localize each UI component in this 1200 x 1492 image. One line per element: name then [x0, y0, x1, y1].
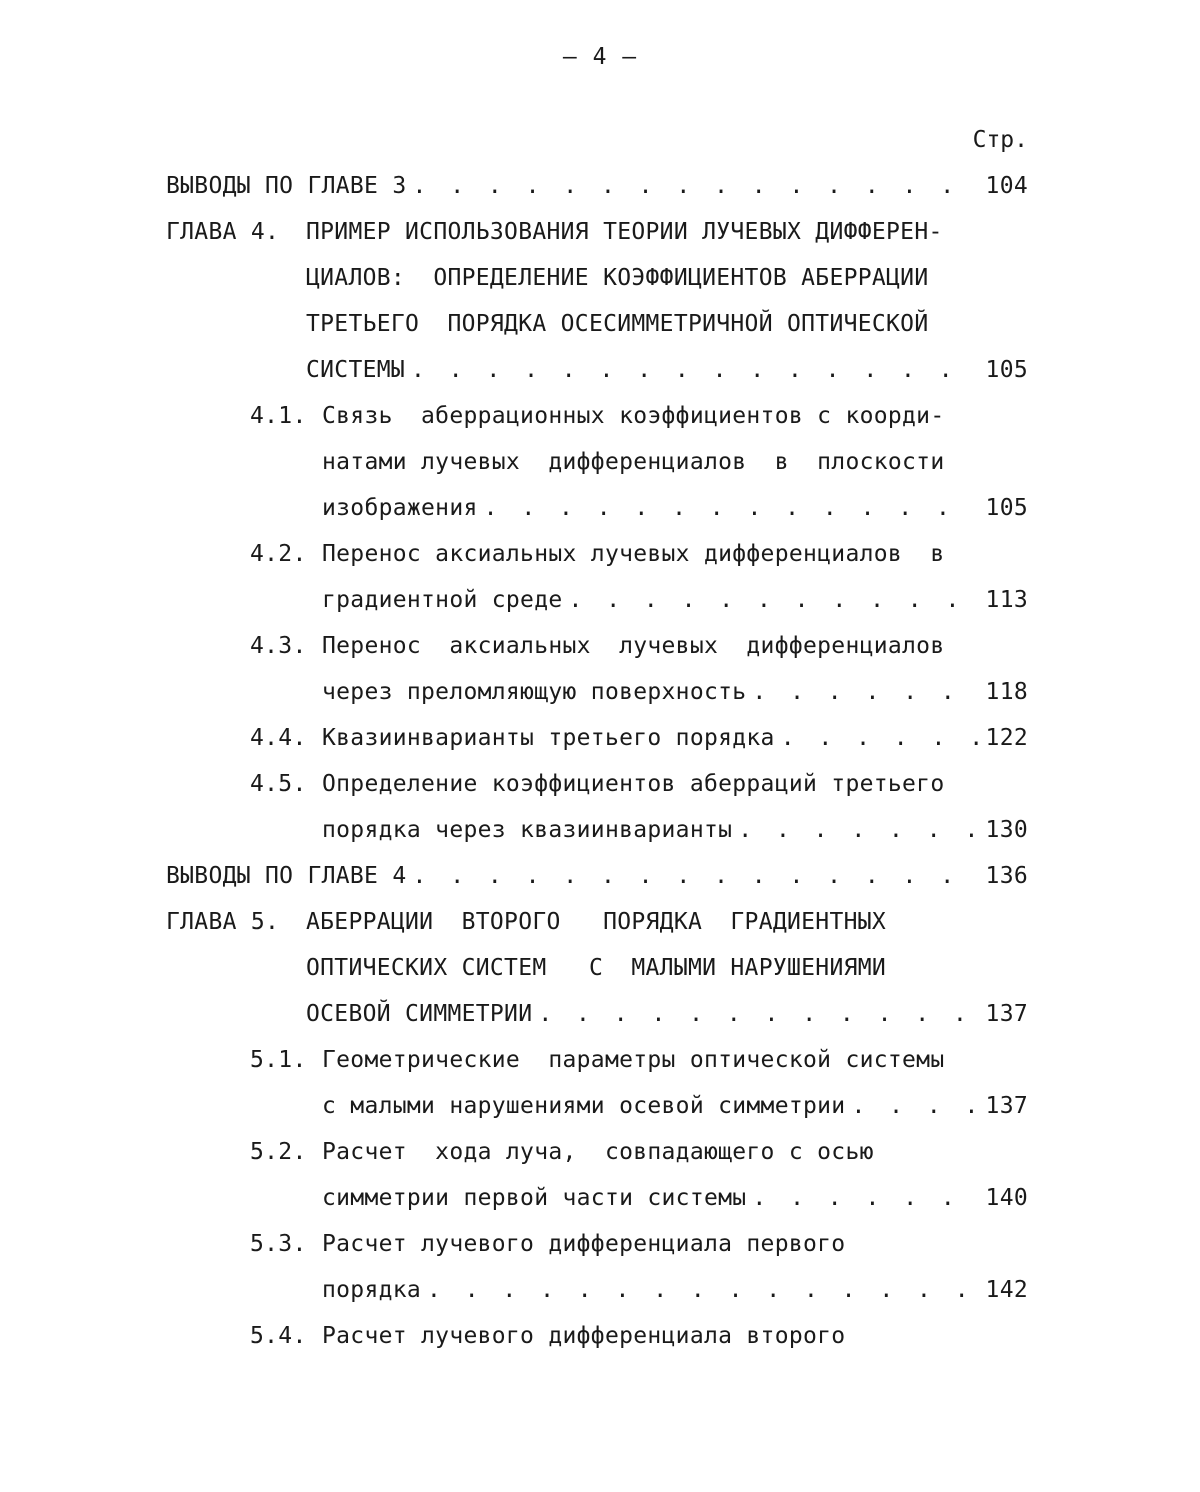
toc-entry-text: ЦИАЛОВ: ОПРЕДЕЛЕНИЕ КОЭФФИЦИЕНТОВ АБЕРРАЦИИ [306, 265, 929, 291]
section-number: 5.2. [250, 1139, 307, 1165]
toc-entry-text: Перенос аксиальных лучевых дифференциалов в [322, 541, 945, 567]
dot-leader [484, 493, 978, 523]
toc-entry-text: Квазиинварианты третьего порядка [322, 725, 775, 751]
toc-page-number: 104 [985, 173, 1028, 199]
toc-entry-text: ТРЕТЬЕГО ПОРЯДКА ОСЕСИММЕТРИЧНОЙ ОПТИЧЕСКОЙ [306, 311, 929, 337]
dot-leader [413, 171, 978, 201]
toc-entry-text: с малыми нарушениями осевой симметрии [322, 1093, 846, 1119]
toc-page-number: 122 [985, 725, 1028, 751]
dot-leader [427, 1275, 978, 1305]
dot-leader [411, 355, 978, 385]
chapter-label: ГЛАВА 4. [166, 219, 280, 245]
toc-entry-text: порядка [322, 1277, 422, 1303]
toc-entry-text: СИСТЕМЫ [306, 357, 406, 383]
toc-page-number: 118 [985, 679, 1028, 705]
toc-entry-text: Расчет хода луча, совпадающего с осью [322, 1139, 874, 1165]
toc-page-number: 137 [985, 1093, 1028, 1119]
toc-entry-text: симметрии первой части системы [322, 1185, 747, 1211]
toc-entry-text: ВЫВОДЫ ПО ГЛАВЕ 4 [166, 863, 407, 889]
toc-entry-text: Определение коэффициентов аберраций третьего [322, 771, 945, 797]
section-number: 5.4. [250, 1323, 307, 1349]
section-number: 4.2. [250, 541, 307, 567]
dot-leader [752, 677, 978, 707]
toc-page-number: 137 [985, 1001, 1028, 1027]
toc-entry-text: Геометрические параметры оптической системы [322, 1047, 945, 1073]
dot-leader [781, 723, 978, 753]
toc-entry-text: ОСЕВОЙ СИММЕТРИИ [306, 1001, 533, 1027]
section-number: 4.3. [250, 633, 307, 659]
toc-entry-text: Перенос аксиальных лучевых дифференциалов [322, 633, 945, 659]
dot-leader [413, 861, 978, 891]
toc-entry-text: градиентной среде [322, 587, 563, 613]
section-number: 4.5. [250, 771, 307, 797]
dot-leader [738, 815, 978, 845]
section-number: 5.3. [250, 1231, 307, 1257]
toc-entry-text: через преломляющую поверхность [322, 679, 747, 705]
page-column-label: Стр. [972, 127, 1028, 153]
toc-page-number: 136 [985, 863, 1028, 889]
toc-page-number: 130 [985, 817, 1028, 843]
dot-leader [569, 585, 978, 615]
toc-page-number: 105 [985, 357, 1028, 383]
page-number: – 4 – [562, 44, 638, 70]
toc-page-number: 140 [985, 1185, 1028, 1211]
toc-entry-text: Расчет лучевого дифференциала первого [322, 1231, 846, 1257]
toc-entry-text: Связь аберрационных коэффициентов с коорди- [322, 403, 945, 429]
toc-entry-text: АБЕРРАЦИИ ВТОРОГО ПОРЯДКА ГРАДИЕНТНЫХ [306, 909, 887, 935]
dot-leader [851, 1091, 978, 1121]
toc-entry-text: ВЫВОДЫ ПО ГЛАВЕ 3 [166, 173, 407, 199]
dot-leader [538, 999, 978, 1029]
dot-leader [752, 1183, 978, 1213]
toc-entry-text: порядка через квазиинварианты [322, 817, 733, 843]
section-number: 4.4. [250, 725, 307, 751]
toc-entry-text: ОПТИЧЕСКИХ СИСТЕМ С МАЛЫМИ НАРУШЕНИЯМИ [306, 955, 887, 981]
toc-entry-text: Расчет лучевого дифференциала второго [322, 1323, 846, 1349]
section-number: 5.1. [250, 1047, 307, 1073]
toc-entry-text: изображения [322, 495, 478, 521]
toc-entry-text: ПРИМЕР ИСПОЛЬЗОВАНИЯ ТЕОРИИ ЛУЧЕВЫХ ДИФФЕРЕН- [306, 219, 943, 245]
toc-page-number: 113 [985, 587, 1028, 613]
section-number: 4.1. [250, 403, 307, 429]
toc-entry-text: натами лучевых дифференциалов в плоскости [322, 449, 945, 475]
toc-page-number: 105 [985, 495, 1028, 521]
chapter-label: ГЛАВА 5. [166, 909, 280, 935]
toc-page-number: 142 [985, 1277, 1028, 1303]
